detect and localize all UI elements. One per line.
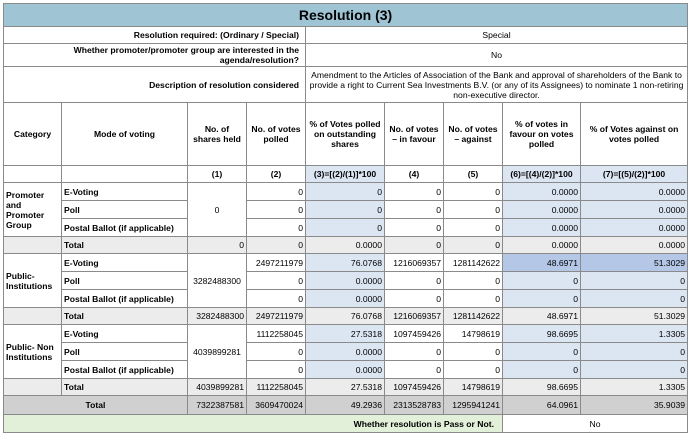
grand-total-value: 2313528783 (385, 396, 444, 415)
pass-label: Whether resolution is Pass or Not. (4, 415, 503, 433)
value-cell: 0 (385, 343, 444, 361)
pass-value: No (503, 415, 688, 433)
total-label: Total (62, 308, 188, 325)
formula-cell: (4) (385, 166, 444, 183)
value-cell: 0 (385, 272, 444, 290)
formula-blank (62, 166, 188, 183)
shares-held: 0 (188, 183, 247, 237)
voting-mode: E-Voting (62, 254, 188, 272)
resolution-type-value: Special (306, 27, 688, 44)
total-value: 76.0768 (306, 308, 385, 325)
total-label: Total (62, 379, 188, 396)
column-header: Mode of voting (62, 103, 188, 166)
formula-cell: (6)=[(4)/(2)]*100 (503, 166, 581, 183)
value-cell: 0.0000 (503, 183, 581, 201)
formula-cell: (7)=[(5)/(2)]*100 (581, 166, 688, 183)
total-value: 1.3305 (581, 379, 688, 396)
table-row (4, 201, 688, 219)
total-value: 1112258045 (247, 379, 306, 396)
category-label: Public- Institutions (4, 254, 62, 308)
voting-mode: Poll (62, 272, 188, 290)
total-value: 0.0000 (306, 237, 385, 254)
value-cell: 1.3305 (581, 325, 688, 343)
value-cell: 0 (444, 219, 503, 237)
column-header: No. of votes – against (444, 103, 503, 166)
value-cell: 0 (503, 290, 581, 308)
value-cell: 0.0000 (306, 272, 385, 290)
total-value: 1281142622 (444, 308, 503, 325)
formula-cell: (5) (444, 166, 503, 183)
value-cell: 0 (503, 361, 581, 379)
value-cell: 1112258045 (247, 325, 306, 343)
total-value: 14798619 (444, 379, 503, 396)
total-row (4, 308, 688, 325)
total-value: 2497211979 (247, 308, 306, 325)
shares-held: 4039899281 (188, 325, 247, 379)
grand-total-shares: 7322387581 (188, 396, 247, 415)
pass-row (4, 415, 688, 433)
value-cell: 0 (581, 343, 688, 361)
total-label: Total (62, 237, 188, 254)
value-cell: 0 (247, 343, 306, 361)
total-value: 1216069357 (385, 308, 444, 325)
grand-total-value: 49.2936 (306, 396, 385, 415)
total-value: 0 (385, 237, 444, 254)
shares-held: 3282488300 (188, 254, 247, 308)
table-row (4, 254, 688, 272)
table-row (4, 290, 688, 308)
table-row (4, 325, 688, 343)
value-cell: 0 (247, 201, 306, 219)
grand-total-label: Total (4, 396, 188, 415)
value-cell: 0 (385, 361, 444, 379)
value-cell: 0 (503, 272, 581, 290)
value-cell: 0 (581, 272, 688, 290)
formula-blank (4, 166, 62, 183)
voting-mode: E-Voting (62, 183, 188, 201)
value-cell: 0 (306, 201, 385, 219)
table-row (4, 361, 688, 379)
total-value: 0 (444, 237, 503, 254)
total-value: 0.0000 (581, 237, 688, 254)
value-cell: 0 (503, 343, 581, 361)
value-cell: 0 (444, 272, 503, 290)
value-cell: 0 (247, 219, 306, 237)
formula-cell: (1) (188, 166, 247, 183)
table-row (4, 183, 688, 201)
value-cell: 0.0000 (306, 290, 385, 308)
value-cell: 0 (247, 361, 306, 379)
column-header-row (4, 103, 688, 166)
total-row (4, 379, 688, 396)
table-row (4, 272, 688, 290)
value-cell: 0 (444, 361, 503, 379)
value-cell: 0.0000 (306, 343, 385, 361)
total-value: 98.6695 (503, 379, 581, 396)
voting-mode: Poll (62, 201, 188, 219)
formula-row (4, 166, 688, 183)
grand-total-value: 1295941241 (444, 396, 503, 415)
value-cell: 0.0000 (581, 219, 688, 237)
column-header: % of votes in favour on votes polled (503, 103, 581, 166)
formula-cell: (2) (247, 166, 306, 183)
page-title: Resolution (3) (4, 4, 688, 27)
table-row (4, 343, 688, 361)
total-blank (4, 237, 62, 254)
total-value: 1097459426 (385, 379, 444, 396)
value-cell: 0 (385, 183, 444, 201)
grand-total-value: 35.9039 (581, 396, 688, 415)
value-cell: 98.6695 (503, 325, 581, 343)
value-cell: 2497211979 (247, 254, 306, 272)
total-shares: 4039899281 (188, 379, 247, 396)
value-cell: 0.0000 (503, 219, 581, 237)
value-cell: 1097459426 (385, 325, 444, 343)
total-value: 48.6971 (503, 308, 581, 325)
promoter-interest-value: No (306, 44, 688, 67)
total-value: 0 (247, 237, 306, 254)
total-row (4, 237, 688, 254)
value-cell: 0.0000 (581, 183, 688, 201)
total-value: 0.0000 (503, 237, 581, 254)
resolution-table (3, 3, 688, 433)
value-cell: 51.3029 (581, 254, 688, 272)
total-value: 27.5318 (306, 379, 385, 396)
category-label: Public- Non Institutions (4, 325, 62, 379)
voting-mode: Postal Ballot (if applicable) (62, 361, 188, 379)
value-cell: 0 (385, 290, 444, 308)
column-header: No. of shares held (188, 103, 247, 166)
value-cell: 0 (581, 361, 688, 379)
value-cell: 0 (444, 201, 503, 219)
voting-mode: Postal Ballot (if applicable) (62, 290, 188, 308)
total-value: 51.3029 (581, 308, 688, 325)
column-header: No. of votes – in favour (385, 103, 444, 166)
column-header: % of Votes against on votes polled (581, 103, 688, 166)
value-cell: 27.5318 (306, 325, 385, 343)
value-cell: 0 (247, 290, 306, 308)
value-cell: 14798619 (444, 325, 503, 343)
value-cell: 0 (444, 183, 503, 201)
voting-mode: Poll (62, 343, 188, 361)
value-cell: 1216069357 (385, 254, 444, 272)
description-label: Description of resolution considered (4, 67, 306, 103)
grand-total-value: 3609470024 (247, 396, 306, 415)
total-shares: 0 (188, 237, 247, 254)
value-cell: 0 (306, 183, 385, 201)
column-header: Category (4, 103, 62, 166)
total-blank (4, 379, 62, 396)
value-cell: 0 (385, 201, 444, 219)
category-label: Promoter and Promoter Group (4, 183, 62, 237)
voting-mode: E-Voting (62, 325, 188, 343)
resolution-sheet (3, 3, 687, 433)
table-row (4, 219, 688, 237)
grand-total-row (4, 396, 688, 415)
grand-total-value: 64.0961 (503, 396, 581, 415)
value-cell: 0 (247, 183, 306, 201)
column-header: No. of votes polled (247, 103, 306, 166)
total-blank (4, 308, 62, 325)
value-cell: 0.0000 (306, 361, 385, 379)
resolution-type-label: Resolution required: (Ordinary / Special) (4, 27, 306, 44)
value-cell: 0 (247, 272, 306, 290)
voting-mode: Postal Ballot (if applicable) (62, 219, 188, 237)
value-cell: 48.6971 (503, 254, 581, 272)
formula-cell: (3)=[(2)/(1)]*100 (306, 166, 385, 183)
column-header: % of Votes polled on outstanding shares (306, 103, 385, 166)
value-cell: 76.0768 (306, 254, 385, 272)
value-cell: 0 (444, 343, 503, 361)
promoter-interest-label: Whether promoter/promoter group are interested in the agenda/resolution? (4, 44, 306, 67)
description-value: Amendment to the Articles of Association of the Bank and approval of shareholders of the Bank to provide a right to Current Sea Investments B.V. (or any of its Assignees) to nominate 1 non-retiring non-executive director. (306, 67, 688, 103)
total-shares: 3282488300 (188, 308, 247, 325)
value-cell: 0 (581, 290, 688, 308)
value-cell: 1281142622 (444, 254, 503, 272)
value-cell: 0.0000 (581, 201, 688, 219)
value-cell: 0 (306, 219, 385, 237)
value-cell: 0 (385, 219, 444, 237)
value-cell: 0 (444, 290, 503, 308)
value-cell: 0.0000 (503, 201, 581, 219)
